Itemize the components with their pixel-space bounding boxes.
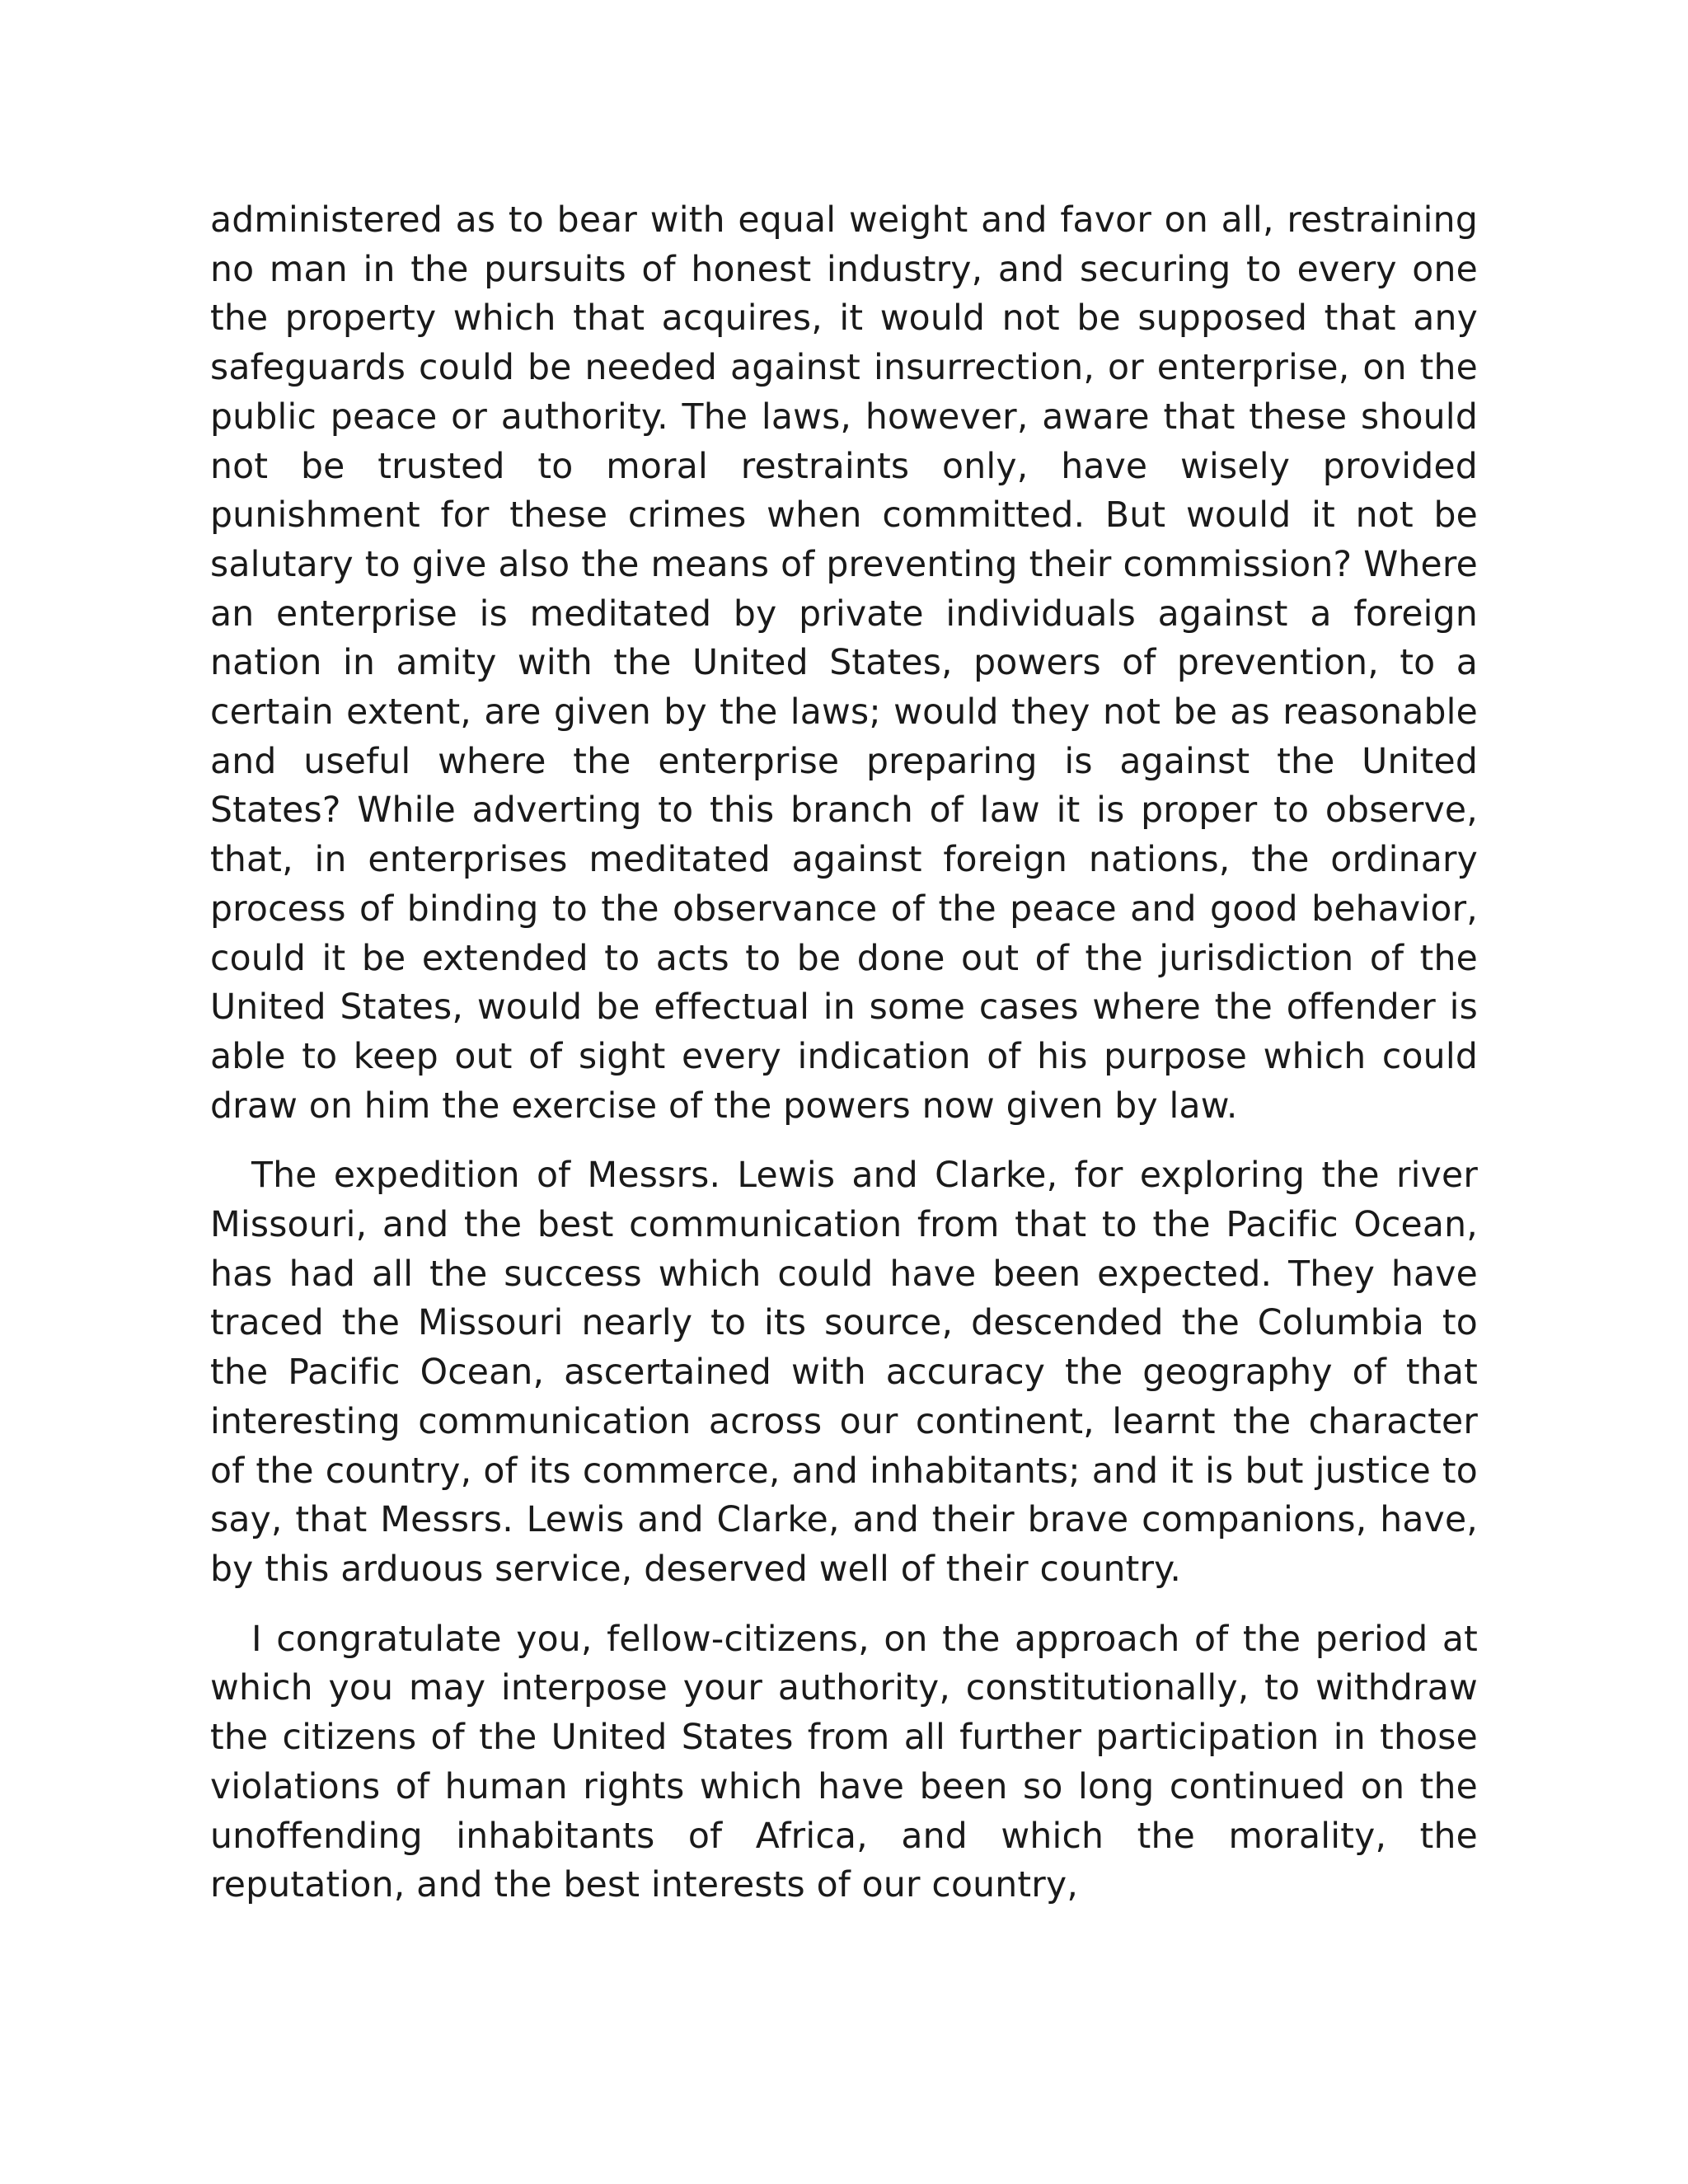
paragraph-expedition: The expedition of Messrs. Lewis and Clarke, for exploring the river Missouri, and the best communication from that to the Pacific Ocean, has had all the success which could have been expected. They have traced the Missouri nearly to its source, descended the Columbia to the Pacific Ocean, ascertained with accuracy the geography of that interesting communication across our continent, learnt the character of the country, of its commerce, and inhabitants; and it is but justice to say, that Messrs. Lewis and Clarke, and their brave companions, have, by this arduous service, deserved well of their country. [210,1155,1478,1590]
paragraph-continuation: administered as to bear with equal weight and favor on all, restraining no man in the pursuits of honest industry, and securing to every one the property which that acquires, it would not be supposed that any safeguards could be needed against insurrection, or enterprise, on the public peace or authority. The laws, however, aware that these should not be trusted to moral restraints only, have wisely provided punishment for these crimes when committed. But would it not be salutary to give also the means of preventing their commission? Where an enterprise is meditated by private individuals against a foreign nation in amity with the United States, powers of prevention, to a certain extent, are given by the laws; would they not be as reasonable and useful where the enterprise preparing is against the United States? While adverting to this branch of law it is proper to observe, that, in enterprises meditated against foreign nations, the ordinary process of binding to the observance of the peace and good behavior, could it be extended to acts to be done out of the jurisdiction of the United States, would be effectual in some cases where the offender is able to keep out of sight every indication of his purpose which could draw on him the exercise of the powers now given by law. [210,200,1478,1127]
document-page [210,196,1478,1910]
paragraph-congratulation: I congratulate you, fellow-citizens, on the approach of the period at which you may interpose your authority, constitutionally, to withdraw the citizens of the United States from all further participation in those violations of human rights which have been so long continued on the unoffending inhabitants of Africa, and which the morality, the reputation, and the best interests of our country, [210,1619,1478,1906]
